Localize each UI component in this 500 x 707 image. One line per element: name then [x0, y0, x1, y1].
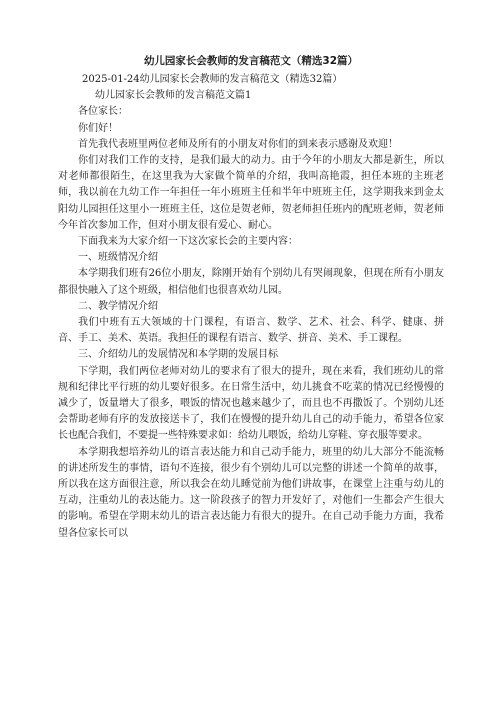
- paragraph: 本学期我们班有26位小朋友，除刚开始有个别幼儿有哭闹现象，但现在所有小朋友都很快融入了这个班级，相信他们也很喜欢幼儿园。: [58, 268, 444, 296]
- paragraph: 我们中班有五大领域的十门课程，有语言、数学、艺术、社会、科学、健康、拼音、手工、美术、英语。我担任的课程有语言、数学、拼音、美术、手工课程。: [58, 317, 444, 345]
- paragraph: 二、教学情况介绍: [78, 300, 158, 312]
- paragraph: 你们对我们工作的支持，是我们最大的动力。由于今年的小朋友大都是新生，所以对老师都很陌生，在这里我为大家做个简单的介绍，我叫高艳霞，担任本班的主班老师，我以前在九幼工作一年担任一年小班班主任和半年中班班主任，这学期我来到金太阳幼儿园担任这里小一班班主任，这位是贺老师，贺老师担任班内的配班老师，贺老师今年首次参加工作，但对小朋友很有爱心、耐心。: [58, 155, 444, 231]
- paragraph: 一、班级情况介绍: [78, 252, 158, 264]
- document-title: 幼儿园家长会教师的发言稿范文（精选32篇）: [143, 55, 359, 67]
- paragraph: 本学期我想培养幼儿的语言表达能力和自己动手能力，班里的幼儿大部分不能流畅的讲述所发生的事情，语句不连接，很少有个别幼儿可以完整的讲述一个简单的故事，所以我在这方面很注意，所以我会在幼儿睡觉前为他们讲故事，在课堂上注重与幼儿的互动，注重幼儿的表达能力。这一阶段孩子的智力开发好了，对他们一生都会产生很大的影响。希望在学期末幼儿的语言表达能力有很大的提升。在自己动手能力方面，我希望各位家长可以: [58, 446, 444, 539]
- paragraph: 你们好！: [78, 122, 118, 134]
- document-body: [58, 104, 444, 541]
- paragraph: 各位家长：: [78, 106, 128, 118]
- paragraph: 三、介绍幼儿的发展情况和本学期的发展目标: [78, 349, 278, 361]
- date-line: 2025-01-24幼儿园家长会教师的发言稿范文（精选32篇）: [82, 74, 343, 85]
- paragraph: 下学期，我们两位老师对幼儿的要求有了很大的提升，现在来看，我们班幼儿的常规和纪律比平行班的幼儿要好很多。在日常生活中，幼儿挑食不吃菜的情况已经慢慢的减少了，饭量增大了很多，喂饭的情况也越来越少了，而且也不再撒饭了。个别幼儿还会帮助老师有序的发放接送卡了，我们在慢慢的提升幼儿自己的动手能力，希望各位家长也配合我们，不要提一些特殊要求如：给幼儿喂饭，给幼儿穿鞋、穿衣服等要求。: [58, 365, 444, 442]
- paragraph: 下面我来为大家介绍一下这次家长会的主要内容：: [78, 236, 298, 248]
- paragraph: 首先我代表班里两位老师及所有的小朋友对你们的到来表示感谢及欢迎！: [78, 138, 398, 150]
- section-title: 幼儿园家长会教师的发言稿范文篇1: [95, 90, 252, 102]
